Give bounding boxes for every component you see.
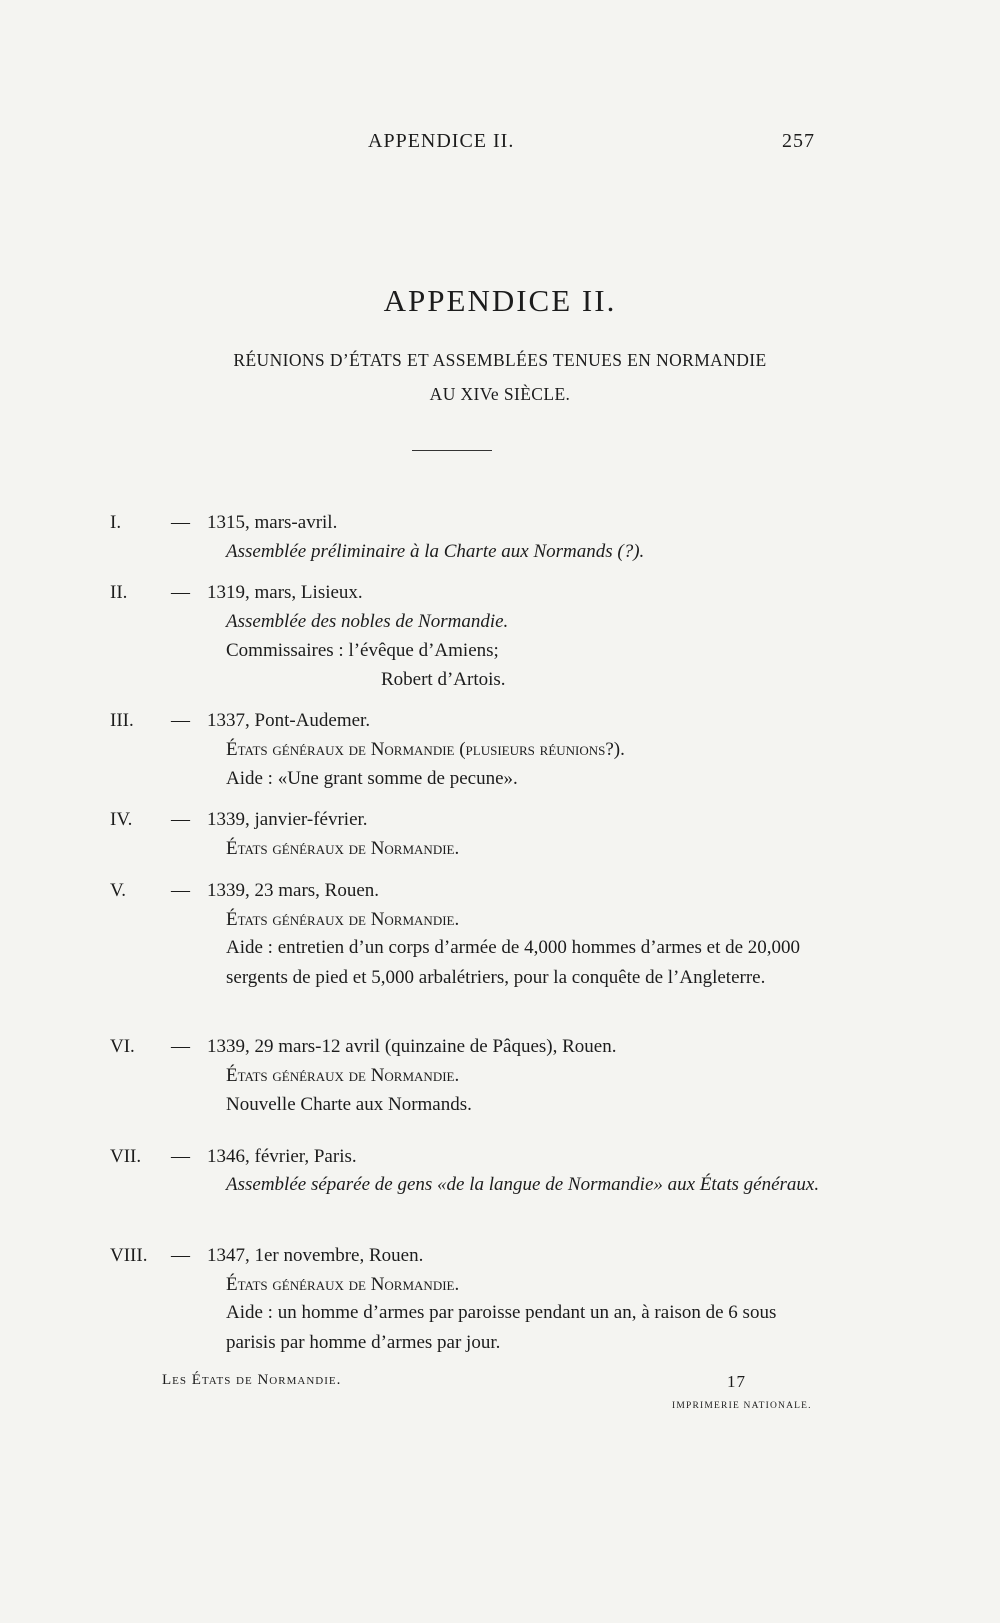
page-number: 257: [782, 130, 815, 152]
entry-description: États généraux de Normandie.: [226, 838, 460, 859]
entry-dash: —: [171, 880, 190, 901]
entry-dash: —: [171, 710, 190, 731]
entry-date: 1347, 1er novembre, Rouen.: [207, 1245, 424, 1266]
entry-dash: —: [171, 1036, 190, 1057]
entry-numeral: VII.: [110, 1146, 142, 1167]
entry-numeral: VIII.: [110, 1245, 148, 1266]
entry-dash: —: [171, 1146, 190, 1167]
entry-date: 1339, janvier-février.: [207, 809, 368, 830]
entry-date: 1346, février, Paris.: [207, 1146, 357, 1167]
subtitle-line-2-text: AU XIVe SIÈCLE.: [429, 384, 571, 404]
printer-imprint: IMPRIMERIE NATIONALE.: [672, 1401, 812, 1411]
subtitle-line-1: RÉUNIONS D’ÉTATS ET ASSEMBLÉES TENUES EN NORMANDIE: [233, 350, 767, 370]
entry-date: 1319, mars, Lisieux.: [207, 582, 363, 603]
entry-note: Nouvelle Charte aux Normands.: [226, 1094, 472, 1115]
entry-description: États généraux de Normandie.: [226, 909, 460, 930]
entry-description: États généraux de Normandie.: [226, 1274, 460, 1295]
entry-description: États généraux de Normandie (plusieurs réunions?).: [226, 739, 625, 760]
entry-numeral: III.: [110, 710, 134, 731]
running-header-title: APPENDICE II.: [368, 130, 515, 152]
entry-numeral: IV.: [110, 809, 133, 830]
entry-aide: Aide : entretien d’un corps d’armée de 4,000 hommes d’armes et de 20,000 sergents de pied et 5,000 arbalétriers, pour la conquête de l’Angleterre.: [226, 937, 801, 988]
entry-aide: Aide : un homme d’armes par paroisse pendant un an, à raison de 6 sous parisis par homme d’armes par jour.: [226, 1302, 777, 1353]
entry-commissioner-continued: Robert d’Artois.: [381, 669, 506, 690]
entry-dash: —: [171, 582, 190, 603]
entry-description: États généraux de Normandie.: [226, 1065, 460, 1086]
title-divider: [412, 450, 492, 451]
appendix-title: APPENDICE II.: [383, 283, 617, 318]
entry-description: Assemblée des nobles de Normandie.: [226, 611, 509, 632]
entry-date: 1339, 29 mars-12 avril (quinzaine de Pâques), Rouen.: [207, 1036, 617, 1057]
entry-date: 1337, Pont-Audemer.: [207, 710, 371, 731]
entry-numeral: II.: [110, 582, 128, 603]
entry-dash: —: [171, 1245, 190, 1266]
entry-numeral: I.: [110, 512, 122, 533]
footer-signature: Les États de Normandie.: [162, 1372, 342, 1388]
entry-description: Assemblée séparée de gens «de la langue de Normandie» aux États généraux.: [226, 1174, 820, 1195]
entry-numeral: V.: [110, 880, 127, 901]
entry-date: 1339, 23 mars, Rouen.: [207, 880, 380, 901]
subtitle-line-2: [0, 384, 950, 405]
entry-date: 1315, mars-avril.: [207, 512, 338, 533]
entry-dash: —: [171, 809, 190, 830]
entry-commissioners: Commissaires : l’évêque d’Amiens;: [226, 640, 499, 661]
entry-aide: Aide : «Une grant somme de pecune».: [226, 768, 518, 789]
entry-description: Assemblée préliminaire à la Charte aux Normands (?).: [226, 541, 645, 562]
entry-dash: —: [171, 512, 190, 533]
footer-sheet-number: 17: [727, 1372, 746, 1391]
entry-numeral: VI.: [110, 1036, 135, 1057]
